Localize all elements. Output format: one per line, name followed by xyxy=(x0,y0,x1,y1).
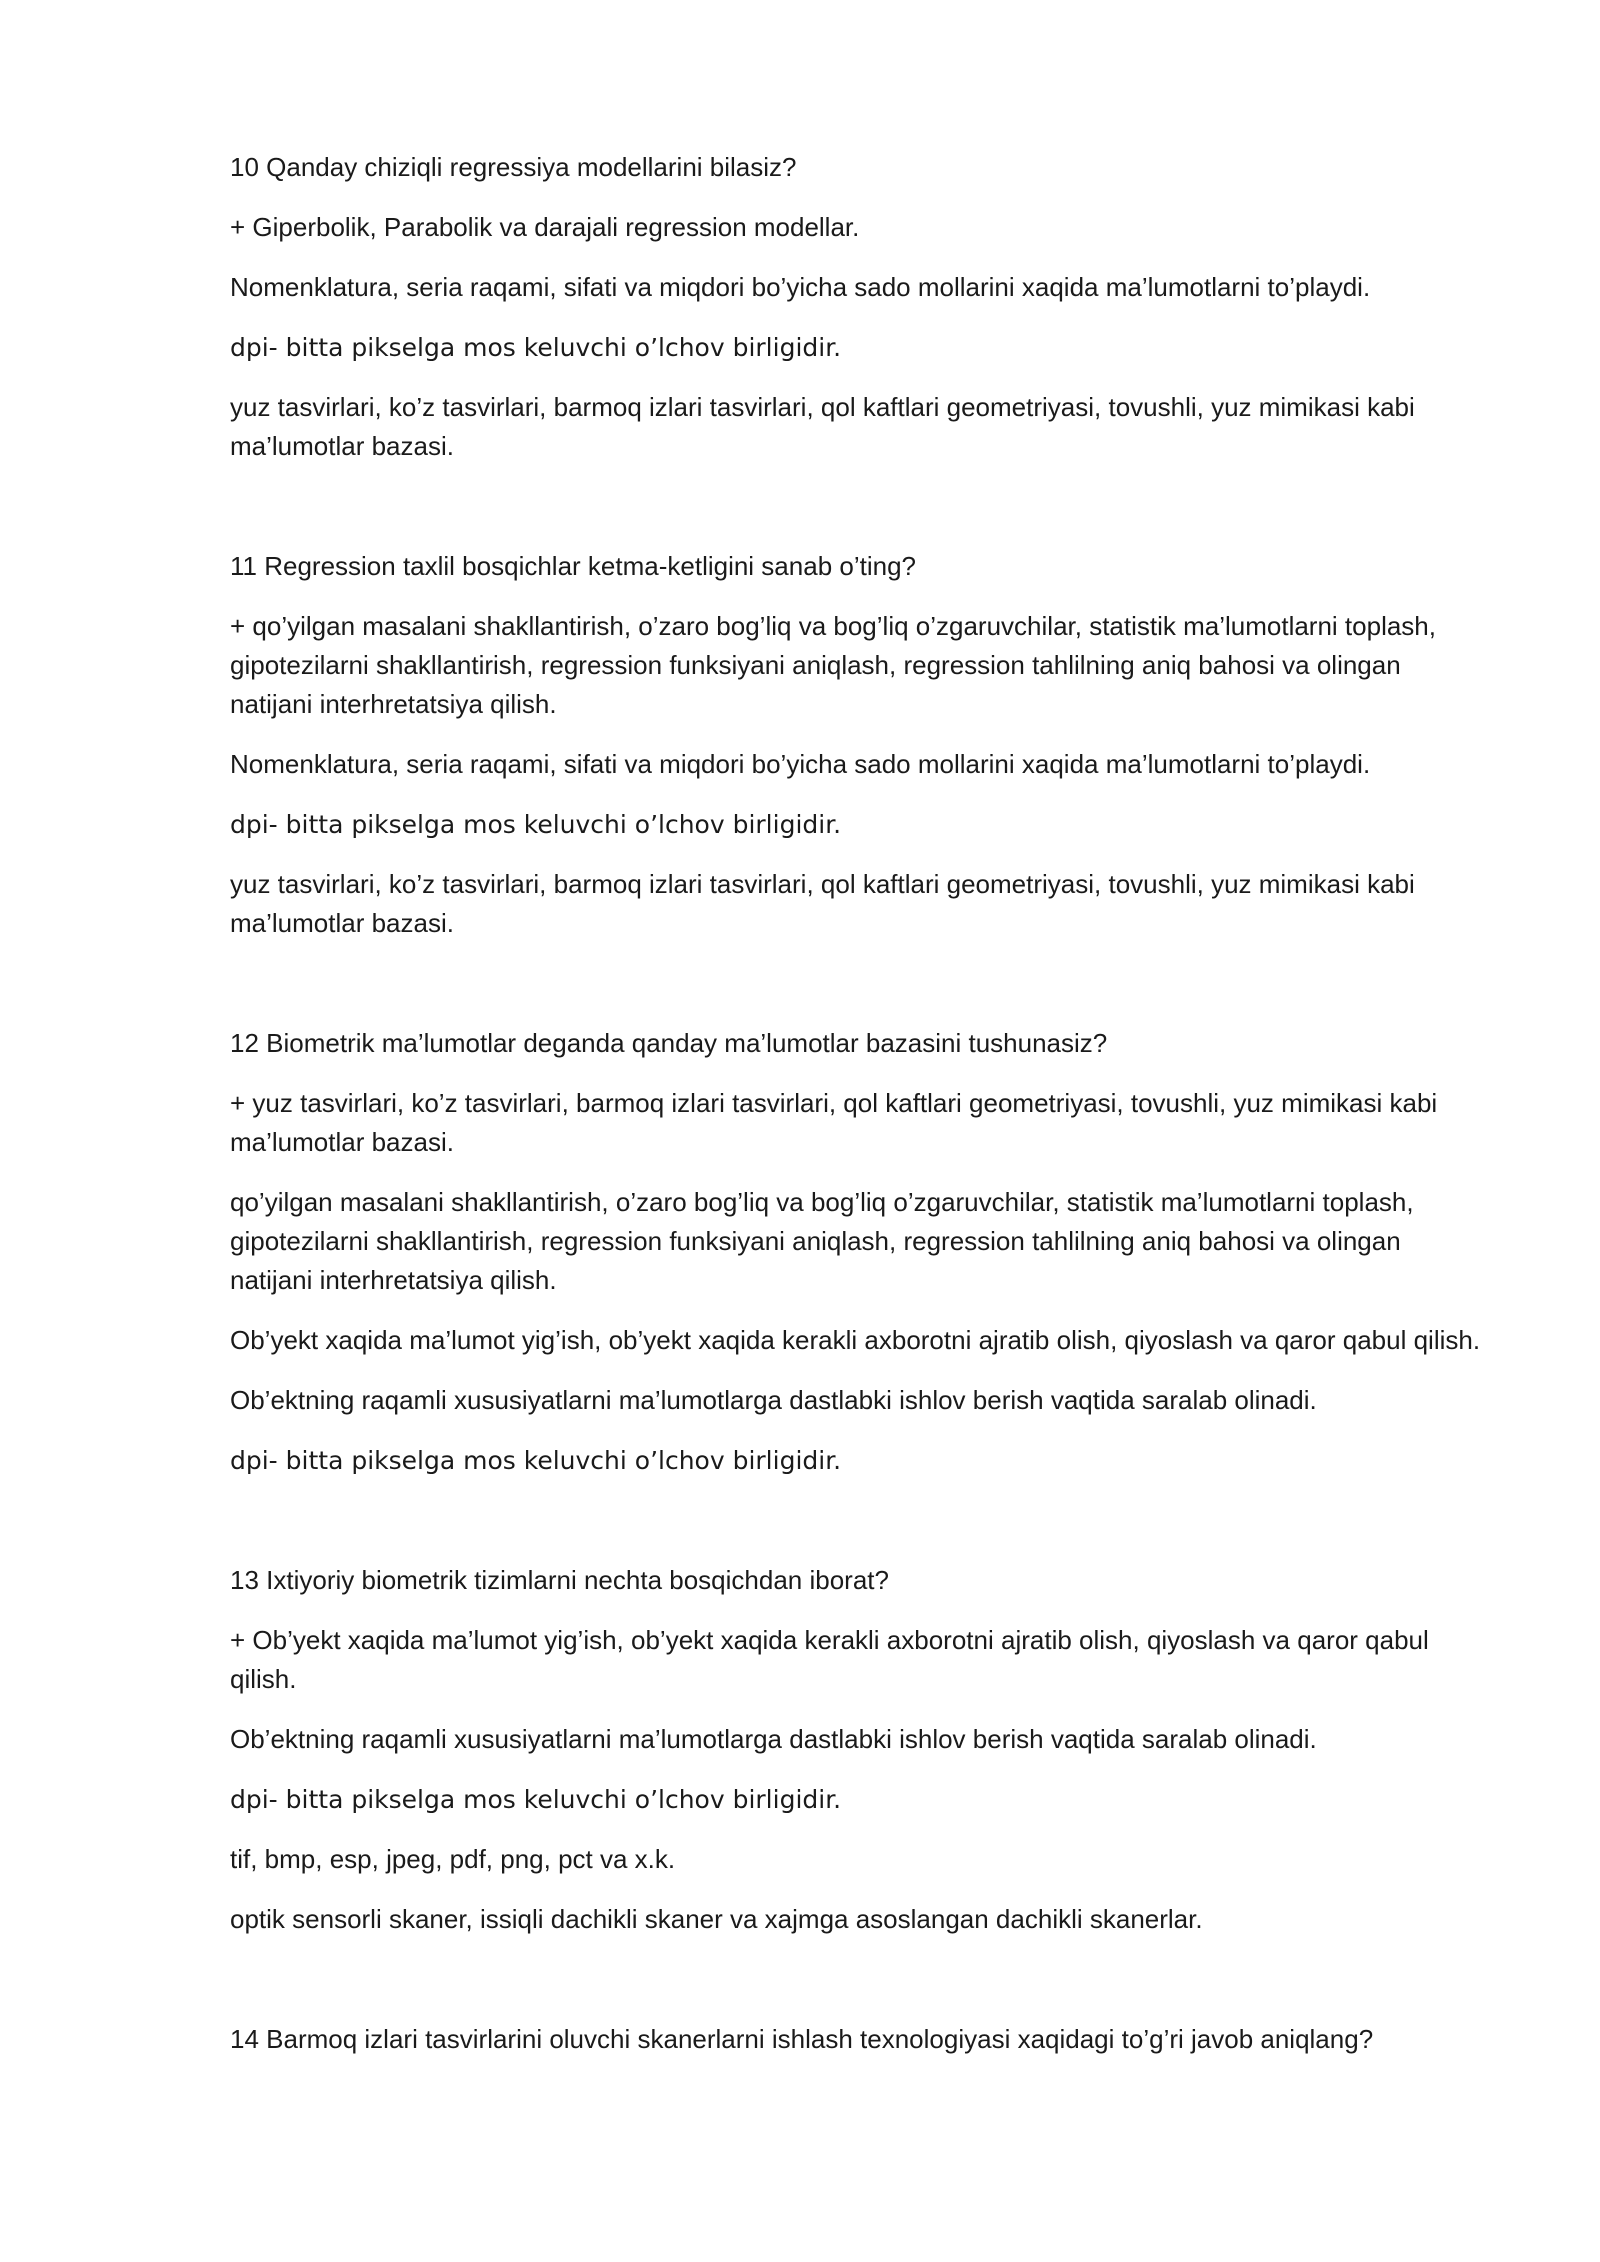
answer-option: qo’yilgan masalani shakllantirish, o’zaro bog’liq va bog’liq o’zgaruvchilar, statistik ma’lumotlarni toplash, gipotezilarni shakllantirish, regression funksiyani aniqlash, regression tahlilning aniq bahosi va olingan natijani interhretatsiya qilish. xyxy=(230,1187,1414,1295)
question-title: 13 Ixtiyoriy biometrik tizimlarni nechta bosqichdan iborat? xyxy=(230,1565,889,1595)
answer-option: yuz tasvirlari, ko’z tasvirlari, barmoq izlari tasvirlari, qol kaftlari geometriyasi, tovushli, yuz mimikasi kabi ma’lumotlar bazasi. xyxy=(230,392,1415,461)
document-content xyxy=(230,148,1490,2080)
answer-option: Ob’ektning raqamli xususiyatlarni ma’lumotlarga dastlabki ishlov berish vaqtida saralab olinadi. xyxy=(230,1385,1317,1415)
question-block-13 xyxy=(230,1561,1490,1939)
answer-option: Ob’yekt xaqida ma’lumot yig’ish, ob’yekt xaqida kerakli axborotni ajratib olish, qiyoslash va qaror qabul qilish. xyxy=(230,1325,1481,1355)
answer-option-correct: + Ob’yekt xaqida ma’lumot yig’ish, ob’yekt xaqida kerakli axborotni ajratib olish, qiyoslash va qaror qabul qilish. xyxy=(230,1625,1429,1694)
answer-option: Nomenklatura, seria raqami, sifati va miqdori bo’yicha sado mollarini xaqida ma’lumotlarni to’playdi. xyxy=(230,272,1371,302)
block-spacer xyxy=(230,1501,1490,1561)
question-block-14 xyxy=(230,2020,1490,2059)
answer-option: Ob’ektning raqamli xususiyatlarni ma’lumotlarga dastlabki ishlov berish vaqtida saralab olinadi. xyxy=(230,1724,1317,1754)
answer-option: dpi- bitta pikselga mos keluvchi o’lchov birligidir. xyxy=(230,1446,842,1475)
answer-option: dpi- bitta pikselga mos keluvchi o’lchov birligidir. xyxy=(230,333,842,362)
question-block-12 xyxy=(230,1024,1490,1480)
question-title: 12 Biometrik ma’lumotlar deganda qanday ma’lumotlar bazasini tushunasiz? xyxy=(230,1028,1108,1058)
question-block-10 xyxy=(230,148,1490,466)
answer-option: tif, bmp, esp, jpeg, pdf, png, pct va x.k. xyxy=(230,1844,676,1874)
block-spacer xyxy=(230,487,1490,547)
answer-option: dpi- bitta pikselga mos keluvchi o’lchov birligidir. xyxy=(230,1785,842,1814)
answer-option-correct: + qo’yilgan masalani shakllantirish, o’zaro bog’liq va bog’liq o’zgaruvchilar, statistik ma’lumotlarni toplash, gipotezilarni shakllantirish, regression funksiyani aniqlash, regression tahlilning aniq bahosi va olingan natijani interhretatsiya qilish. xyxy=(230,611,1436,719)
answer-option: yuz tasvirlari, ko’z tasvirlari, barmoq izlari tasvirlari, qol kaftlari geometriyasi, tovushli, yuz mimikasi kabi ma’lumotlar bazasi. xyxy=(230,869,1415,938)
answer-option: Nomenklatura, seria raqami, sifati va miqdori bo’yicha sado mollarini xaqida ma’lumotlarni to’playdi. xyxy=(230,749,1371,779)
block-spacer xyxy=(230,964,1490,1024)
answer-option-correct: + yuz tasvirlari, ko’z tasvirlari, barmoq izlari tasvirlari, qol kaftlari geometriyasi, tovushli, yuz mimikasi kabi ma’lumotlar bazasi. xyxy=(230,1088,1438,1157)
answer-option: optik sensorli skaner, issiqli dachikli skaner va xajmga asoslangan dachikli skanerlar. xyxy=(230,1904,1203,1934)
question-title: 11 Regression taxlil bosqichlar ketma-ketligini sanab o’ting? xyxy=(230,551,916,581)
question-block-11 xyxy=(230,547,1490,943)
answer-option-correct: + Giperbolik, Parabolik va darajali regression modellar. xyxy=(230,212,860,242)
block-spacer xyxy=(230,1960,1490,2020)
question-title: 14 Barmoq izlari tasvirlarini oluvchi skanerlarni ishlash texnologiyasi xaqidagi to’g’ri javob aniqlang? xyxy=(230,2024,1374,2054)
question-title: 10 Qanday chiziqli regressiya modellarini bilasiz? xyxy=(230,152,797,182)
answer-option: dpi- bitta pikselga mos keluvchi o’lchov birligidir. xyxy=(230,810,842,839)
